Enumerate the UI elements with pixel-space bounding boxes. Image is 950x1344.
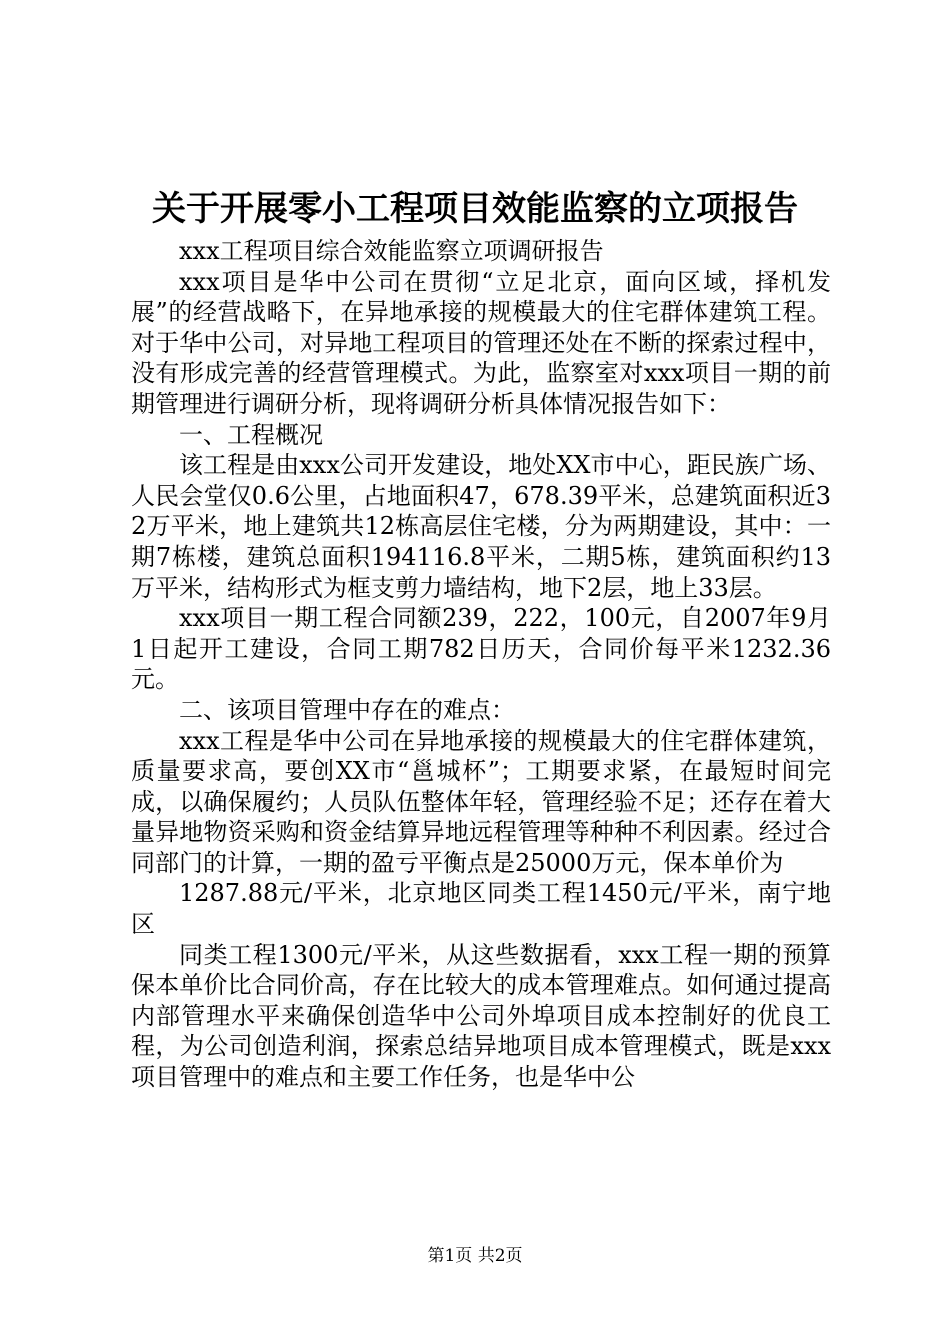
intro-paragraph: xxx项目是华中公司在贯彻“立足北京，面向区域，择机发展”的经营战略下，在异地承接的规模最大的住宅群体建筑工程。对于华中公司，对异地工程项目的管理还处在不断的探索过程中，没有形成完善的经营管理模式。为此，监察室对xxx项目一期的前期管理进行调研分析，现将调研分析具体情况报告如下： [131,267,831,418]
report-subtitle-paragraph: xxx工程项目综合效能监察立项调研报告 [179,237,604,265]
unit-price-paragraph: 1287.88元/平米，北京地区同类工程1450元/平米，南宁地区 [131,879,831,939]
document-title: 关于开展零小工程项目效能监察的立项报告 [152,189,798,229]
page-number-footer: 第1页 共2页 [427,1246,523,1266]
contract-paragraph: xxx项目一期工程合同额239，222，100元，自2007年9月1日起开工建设，合同工期782日历天，合同价每平米1232.36元。 [131,604,831,694]
difficulties-paragraph: xxx工程是华中公司在异地承接的规模最大的住宅群体建筑，质量要求高，要创XX市“邕城杯”；工期要求紧，在最短时间完成，以确保履约；人员队伍整体年轻，管理经验不足；还存在着大量异地物资采购和资金结算异地远程管理等种种不利因素。经过合同部门的计算，一期的盈亏平衡点是25000万元，保本单价为 [131,726,831,877]
document-body [131,236,831,1093]
section-heading-difficulties: 二、该项目管理中存在的难点： [179,695,515,724]
section-heading-overview: 一、工程概况 [179,420,323,449]
cost-analysis-paragraph: 同类工程1300元/平米，从这些数据看，xxx工程一期的预算保本单价比合同价高，存在比较大的成本管理难点。如何通过提高内部管理水平来确保创造华中公司外埠项目成本控制好的优良工程，为公司创造利润，探索总结异地项目成本管理模式，既是xxx项目管理中的难点和主要工作任务，也是华中公 [131,940,831,1092]
overview-paragraph: 该工程是由xxx公司开发建设，地处XX市中心，距民族广场、人民会堂仅0.6公里，占地面积47，678.39平米，总建筑面积近32万平米，地上建筑共12栋高层住宅楼，分为两期建设，其中：一期7栋楼，建筑总面积194116.8平米，二期5栋，建筑面积约13万平米，结构形式为框支剪力墙结构，地下2层，地上33层。 [131,451,831,602]
